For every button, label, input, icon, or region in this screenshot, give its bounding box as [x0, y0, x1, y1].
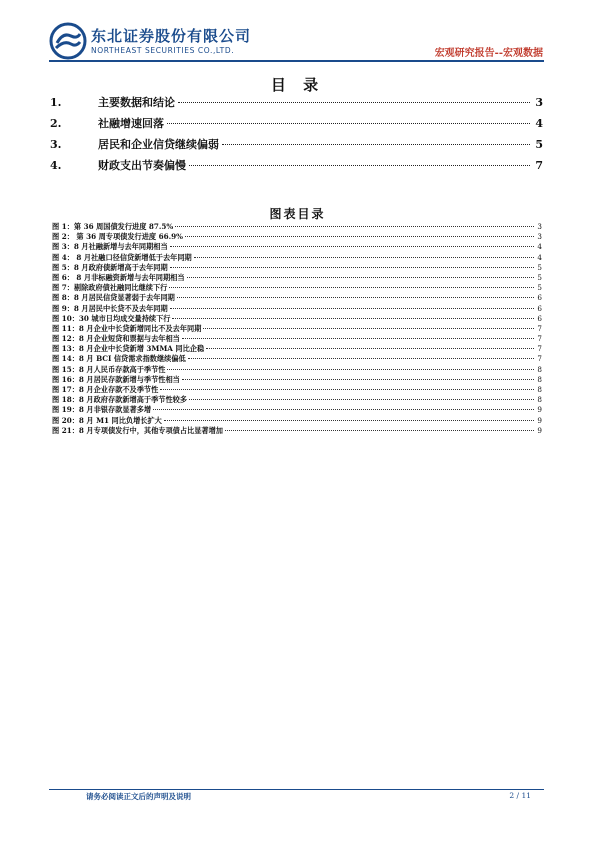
- toc-entry-title: 居民和企业信贷继续偏弱: [98, 138, 219, 151]
- figure-entry-page: 6: [537, 303, 542, 313]
- toc-entry-title: 主要数据和结论: [98, 96, 175, 109]
- figure-entry[interactable]: [52, 375, 542, 385]
- figure-entry[interactable]: [52, 334, 542, 344]
- dot-leader: [170, 267, 534, 268]
- figure-entry[interactable]: [52, 385, 542, 395]
- figure-entry-title: 图 7：剔除政府债社融同比继续下行: [52, 283, 168, 293]
- figure-entry[interactable]: [52, 263, 542, 273]
- company-name-cn: 东北证券股份有限公司: [91, 27, 252, 45]
- toc-entry[interactable]: [50, 157, 543, 178]
- toc-entry-number: 2.: [50, 117, 62, 130]
- figure-entry-page: 4: [537, 252, 542, 262]
- figure-entry[interactable]: [52, 222, 542, 232]
- figure-entry-title: 图 8：8 月居民信贷显著弱于去年同期: [52, 293, 175, 303]
- figure-entry-page: 6: [537, 293, 542, 303]
- figure-entry-page: 5: [537, 262, 542, 272]
- dot-leader: [188, 358, 534, 359]
- toc-entry-page: 3: [535, 96, 543, 109]
- toc-entry-title: 社融增速回落: [98, 117, 164, 130]
- figure-entry-page: 5: [537, 283, 542, 293]
- figure-entry-page: 6: [537, 313, 542, 323]
- figure-entry-page: 4: [537, 242, 542, 252]
- figure-entry-title: 图 17：8 月企业存款不及季节性: [52, 385, 159, 394]
- figure-entry-page: 3: [537, 232, 542, 242]
- dot-leader: [182, 379, 534, 380]
- figure-entry[interactable]: [52, 253, 542, 263]
- figure-entry-page: 8: [537, 374, 542, 384]
- toc-entry[interactable]: [50, 136, 543, 157]
- dot-leader: [167, 369, 534, 370]
- dot-leader: [189, 165, 530, 166]
- figure-entry-title: 图 6： 8 月非标融资新增与去年同期相当: [52, 272, 185, 282]
- figure-list-title: 图表目录: [269, 207, 326, 221]
- dot-leader: [164, 420, 534, 421]
- dot-leader: [225, 430, 534, 431]
- figure-entry-page: 7: [537, 344, 542, 354]
- figure-entry-page: 7: [537, 354, 542, 364]
- figure-entry-title: 图 12：8 月企业短贷和票据与去年相当: [52, 334, 180, 344]
- dot-leader: [160, 389, 534, 390]
- dot-leader: [153, 409, 534, 410]
- dot-leader: [206, 348, 534, 349]
- dot-leader: [194, 257, 534, 258]
- toc-entry-page: 7: [535, 159, 543, 172]
- figure-entry-title: 图 14：8 月 BCI 信贷需求指数继续偏低: [52, 354, 186, 364]
- dot-leader: [203, 328, 534, 329]
- figure-entry[interactable]: [52, 273, 542, 283]
- dot-leader: [167, 123, 530, 124]
- footer-divider: [49, 789, 544, 790]
- footer-disclaimer: 请务必阅读正文后的声明及说明: [86, 792, 191, 801]
- dot-leader: [222, 144, 530, 145]
- figure-entry[interactable]: [52, 416, 542, 426]
- figure-entry[interactable]: [52, 324, 542, 334]
- figure-entry-title: 图 9：8 月居民中长贷不及去年同期: [52, 303, 168, 313]
- toc-entry-number: 1.: [50, 96, 62, 109]
- toc-list: [50, 94, 543, 178]
- figure-entry[interactable]: [52, 365, 542, 375]
- figure-entry-page: 9: [537, 425, 542, 435]
- company-logo-icon: [49, 22, 87, 60]
- figure-entry[interactable]: [52, 293, 542, 303]
- dot-leader: [189, 399, 534, 400]
- company-logo: [49, 22, 289, 62]
- figure-entry-title: 图 1：第 36 周国债发行进度 87.5%: [52, 222, 174, 231]
- figure-entry-title: 图 2： 第 36 周专项债发行进度 66.9%: [52, 232, 183, 242]
- figure-entry[interactable]: [52, 344, 542, 354]
- toc-entry[interactable]: [50, 94, 543, 115]
- figure-entry[interactable]: [52, 242, 542, 252]
- figure-entry-page: 8: [537, 395, 542, 405]
- figure-entry-page: 9: [537, 415, 542, 425]
- dot-leader: [175, 226, 534, 227]
- figure-entry-page: 5: [537, 272, 542, 282]
- toc-title: 目 录: [270, 76, 325, 94]
- toc-entry-number: 3.: [50, 138, 62, 151]
- figure-entry[interactable]: [52, 426, 542, 436]
- figure-entry-title: 图 18：8 月政府存款新增高于季节性较多: [52, 395, 188, 405]
- figure-entry-title: 图 13：8 月企业中长贷新增 3MMA 同比企稳: [52, 344, 205, 354]
- figure-entry[interactable]: [52, 232, 542, 242]
- page-indicator: 2 / 11: [509, 791, 531, 800]
- dot-leader: [170, 308, 534, 309]
- company-name-en: NORTHEAST SECURITIES CO.,LTD.: [91, 46, 235, 55]
- figure-entry-title: 图 19：8 月非银存款显著多增: [52, 405, 152, 415]
- figure-entry-page: 3: [537, 222, 542, 231]
- dot-leader: [187, 277, 534, 278]
- figure-entry-title: 图 10：30 城市日均成交量持续下行: [52, 313, 171, 323]
- figure-entry-page: 9: [537, 405, 542, 415]
- figure-entry[interactable]: [52, 395, 542, 405]
- report-type: 宏观研究报告--宏观数据: [434, 48, 543, 59]
- figure-entry-page: 7: [537, 334, 542, 344]
- figure-entry-page: 8: [537, 385, 542, 394]
- toc-entry-page: 4: [535, 117, 543, 130]
- figure-entry-title: 图 4： 8 月社融口径信贷新增低于去年同期: [52, 252, 192, 262]
- figure-entry[interactable]: [52, 354, 542, 364]
- figure-list: [52, 222, 542, 436]
- header-divider: [49, 60, 544, 62]
- figure-entry[interactable]: [52, 314, 542, 324]
- dot-leader: [185, 236, 534, 237]
- figure-entry-title: 图 21：8 月专项债发行中，其他专项债占比显著增加: [52, 425, 223, 435]
- toc-entry[interactable]: [50, 115, 543, 136]
- dot-leader: [177, 297, 534, 298]
- figure-entry-title: 图 11：8 月企业中长贷新增同比不及去年同期: [52, 323, 202, 333]
- dot-leader: [182, 338, 534, 339]
- dot-leader: [169, 287, 534, 288]
- figure-entry-page: 8: [537, 364, 542, 374]
- figure-entry[interactable]: [52, 283, 542, 293]
- dot-leader: [178, 102, 530, 103]
- figure-entry-title: 图 5：8 月政府债新增高于去年同期: [52, 262, 168, 272]
- toc-entry-title: 财政支出节奏偏慢: [98, 159, 186, 172]
- figure-entry-title: 图 3：8 月社融新增与去年同期相当: [52, 242, 168, 252]
- figure-entry[interactable]: [52, 304, 542, 314]
- dot-leader: [170, 246, 534, 247]
- figure-entry-title: 图 16：8 月居民存款新增与季节性相当: [52, 374, 180, 384]
- figure-entry[interactable]: [52, 405, 542, 415]
- dot-leader: [172, 318, 534, 319]
- toc-entry-page: 5: [535, 138, 543, 151]
- toc-entry-number: 4.: [50, 159, 62, 172]
- figure-entry-title: 图 15：8 月人民币存款高于季节性: [52, 364, 166, 374]
- figure-entry-page: 7: [537, 323, 542, 333]
- figure-entry-title: 图 20：8 月 M1 同比负增长扩大: [52, 415, 162, 425]
